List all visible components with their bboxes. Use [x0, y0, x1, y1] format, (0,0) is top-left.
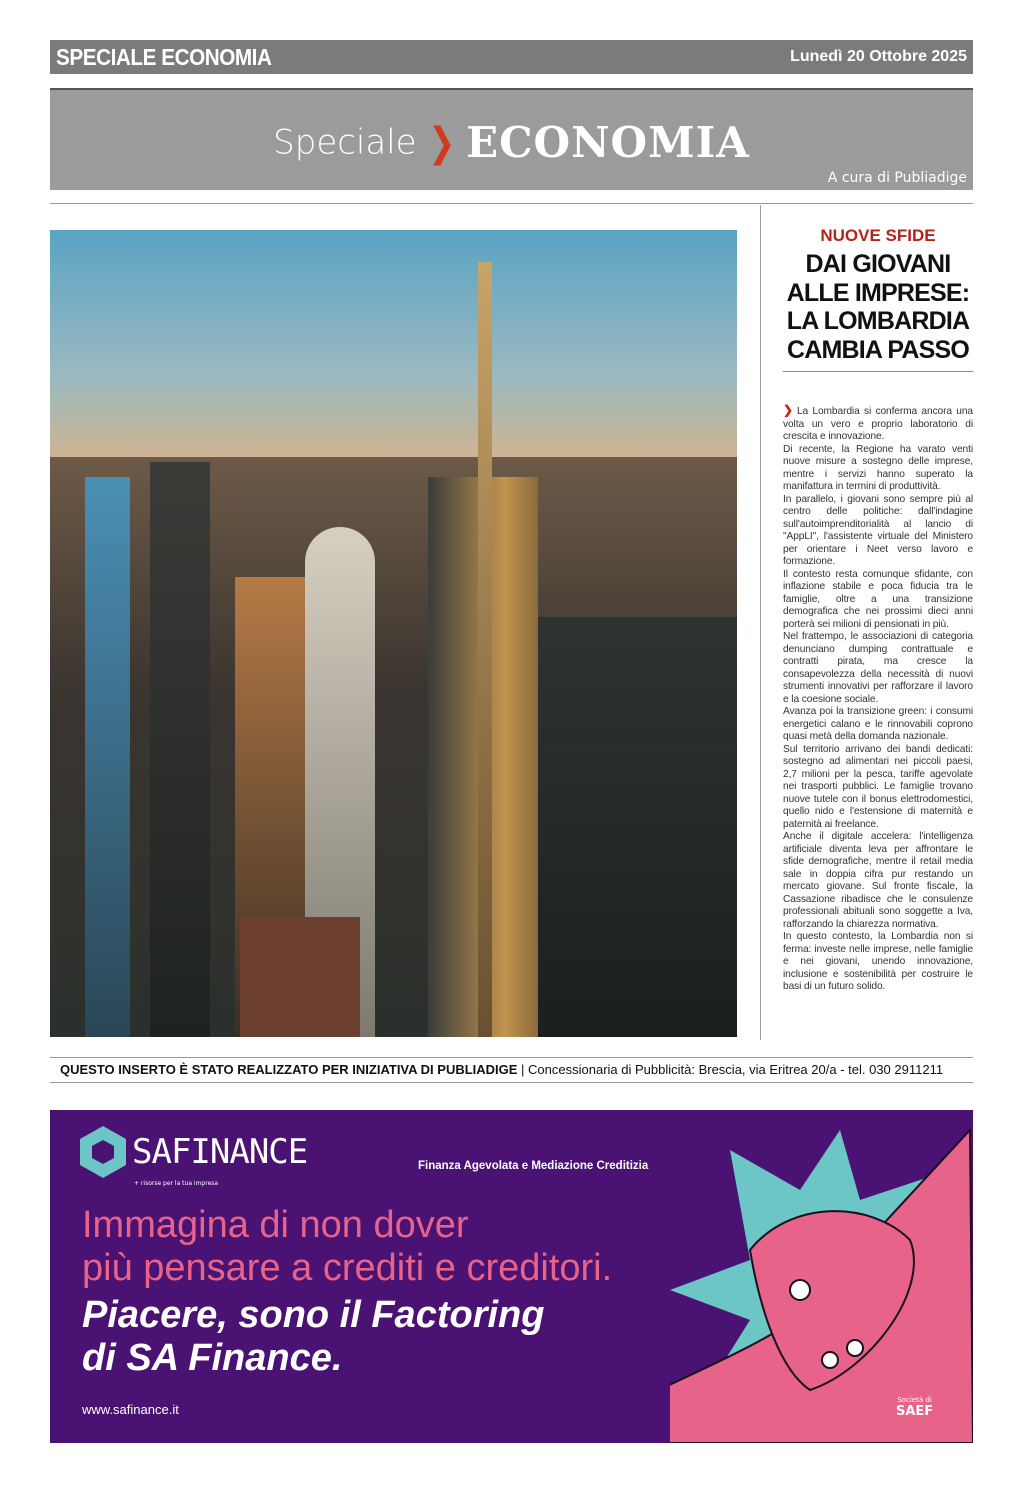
issue-date: Lunedì 20 Ottobre 2025: [790, 48, 967, 65]
divider: [50, 203, 973, 204]
article-paragraph: In questo contesto, la Lombardia non si ferma: investe nelle imprese, nelle famiglie e nei giovani, unendo innovazione, inclusione e sostenibilità per costruire le basi di un futuro solido.: [783, 931, 973, 992]
banner-curator: A cura di Publiadige: [827, 170, 967, 186]
handshake-illustration: [670, 1110, 973, 1443]
special-banner: [50, 88, 973, 190]
article-paragraph: Sul territorio arrivano dei bandi dedicati: sostegno ad alimentari nei piccoli paesi, 2,7 milioni per la pesca, tariffe agevolate nei trasporti pubblici. Le famiglie trovano nuove tutele con il bonus elettrodomestici, quello nido e l'estensione di maternità e paternità ai freelance.: [783, 743, 973, 830]
chevron-right-icon: ❯: [427, 119, 455, 166]
column-divider: [760, 205, 761, 1040]
article-body: [783, 404, 973, 994]
ad-website-link[interactable]: www.safinance.it: [82, 1402, 179, 1417]
divider: [50, 1082, 973, 1083]
article-paragraph: Il contesto resta comunque sfidante, con inflazione stabile e poca fiducia tra le famiglie, oltre a una transizione demografica che nei prossimi dieci anni porterà sei milioni di pensionati in più.: [783, 568, 973, 630]
ad-headline-pink: Immagina di non dover più pensare a crediti e creditori.: [82, 1204, 613, 1289]
banner-speciale: Speciale: [273, 122, 417, 163]
section-title: SPECIALE ECONOMIA: [56, 43, 272, 70]
brand-tagline: + risorse per la tua impresa: [134, 1180, 219, 1187]
safinance-advertisement[interactable]: [50, 1110, 973, 1443]
article-paragraph: Anche il digitale accelera: l'intelligenza artificiale diventa leva per affrontare le sfide demografiche, mentre il retail media sale in doppia cifra pur restando un mercato giovane. Sul fronte fiscale, la Cassazione ribadisce che le consulenze professionali abituali sono soggette a Iva, rafforzando la chiarezza normativa.: [783, 831, 973, 930]
article-paragraph: In parallelo, i giovani sono sempre più al centro delle politiche: dall'indagine sull'autoimprenditorialità al lancio di "AppLI", l'assistente virtuale del Ministero per orientare i Neet verso lavoro e formazione.: [783, 493, 973, 567]
article-paragraph: ❯ La Lombardia si conferma ancora una volta un vero e proprio laboratorio di crescita e innovazione.: [783, 403, 973, 442]
insert-credit: QUESTO INSERTO È STATO REALIZZATO PER INIZIATIVA DI PUBLIADIGE | Concessionaria di Pubblicità: Brescia, via Eritrea 20/a - tel. 030 2911211: [60, 1062, 944, 1077]
chevron-right-icon: ❯: [783, 403, 793, 417]
banner-economia: ECONOMIA: [466, 118, 750, 167]
divider: [50, 1057, 973, 1058]
article-paragraph: Di recente, la Regione ha varato venti nuove misure a sostegno delle imprese, mentre i servizi hanno superato la manifattura in termini di produttività.: [783, 443, 973, 492]
article-paragraph: Avanza poi la transizione green: i consumi energetici calano e le rinnovabili coprono quasi metà della domanda nazionale.: [783, 706, 973, 742]
article-paragraph: Nel frattempo, le associazioni di categoria denunciano dumping contrattuale e contratti pirata, ma cresce la consapevolezza della necessità di nuovi strumenti innovativi per rafforzare il lavoro e la coesione sociale.: [783, 631, 973, 705]
ad-headline-white: Piacere, sono il Factoring di SA Finance.: [82, 1294, 545, 1379]
milan-skyline-photo: [50, 230, 737, 1037]
section-header-bar: [50, 40, 973, 74]
ad-subtitle: Finanza Agevolata e Mediazione Creditizia: [418, 1160, 649, 1172]
article-kicker: NUOVE SFIDE: [820, 226, 936, 245]
safinance-logo-icon: [80, 1126, 126, 1178]
safinance-logo: SAFINANCE: [80, 1126, 307, 1178]
saef-logo: Società di SAEF: [896, 1396, 934, 1419]
divider: [783, 371, 973, 372]
article-headline: DAI GIOVANI ALLE IMPRESE: LA LOMBARDIA CAMBIA PASSO: [786, 250, 970, 364]
